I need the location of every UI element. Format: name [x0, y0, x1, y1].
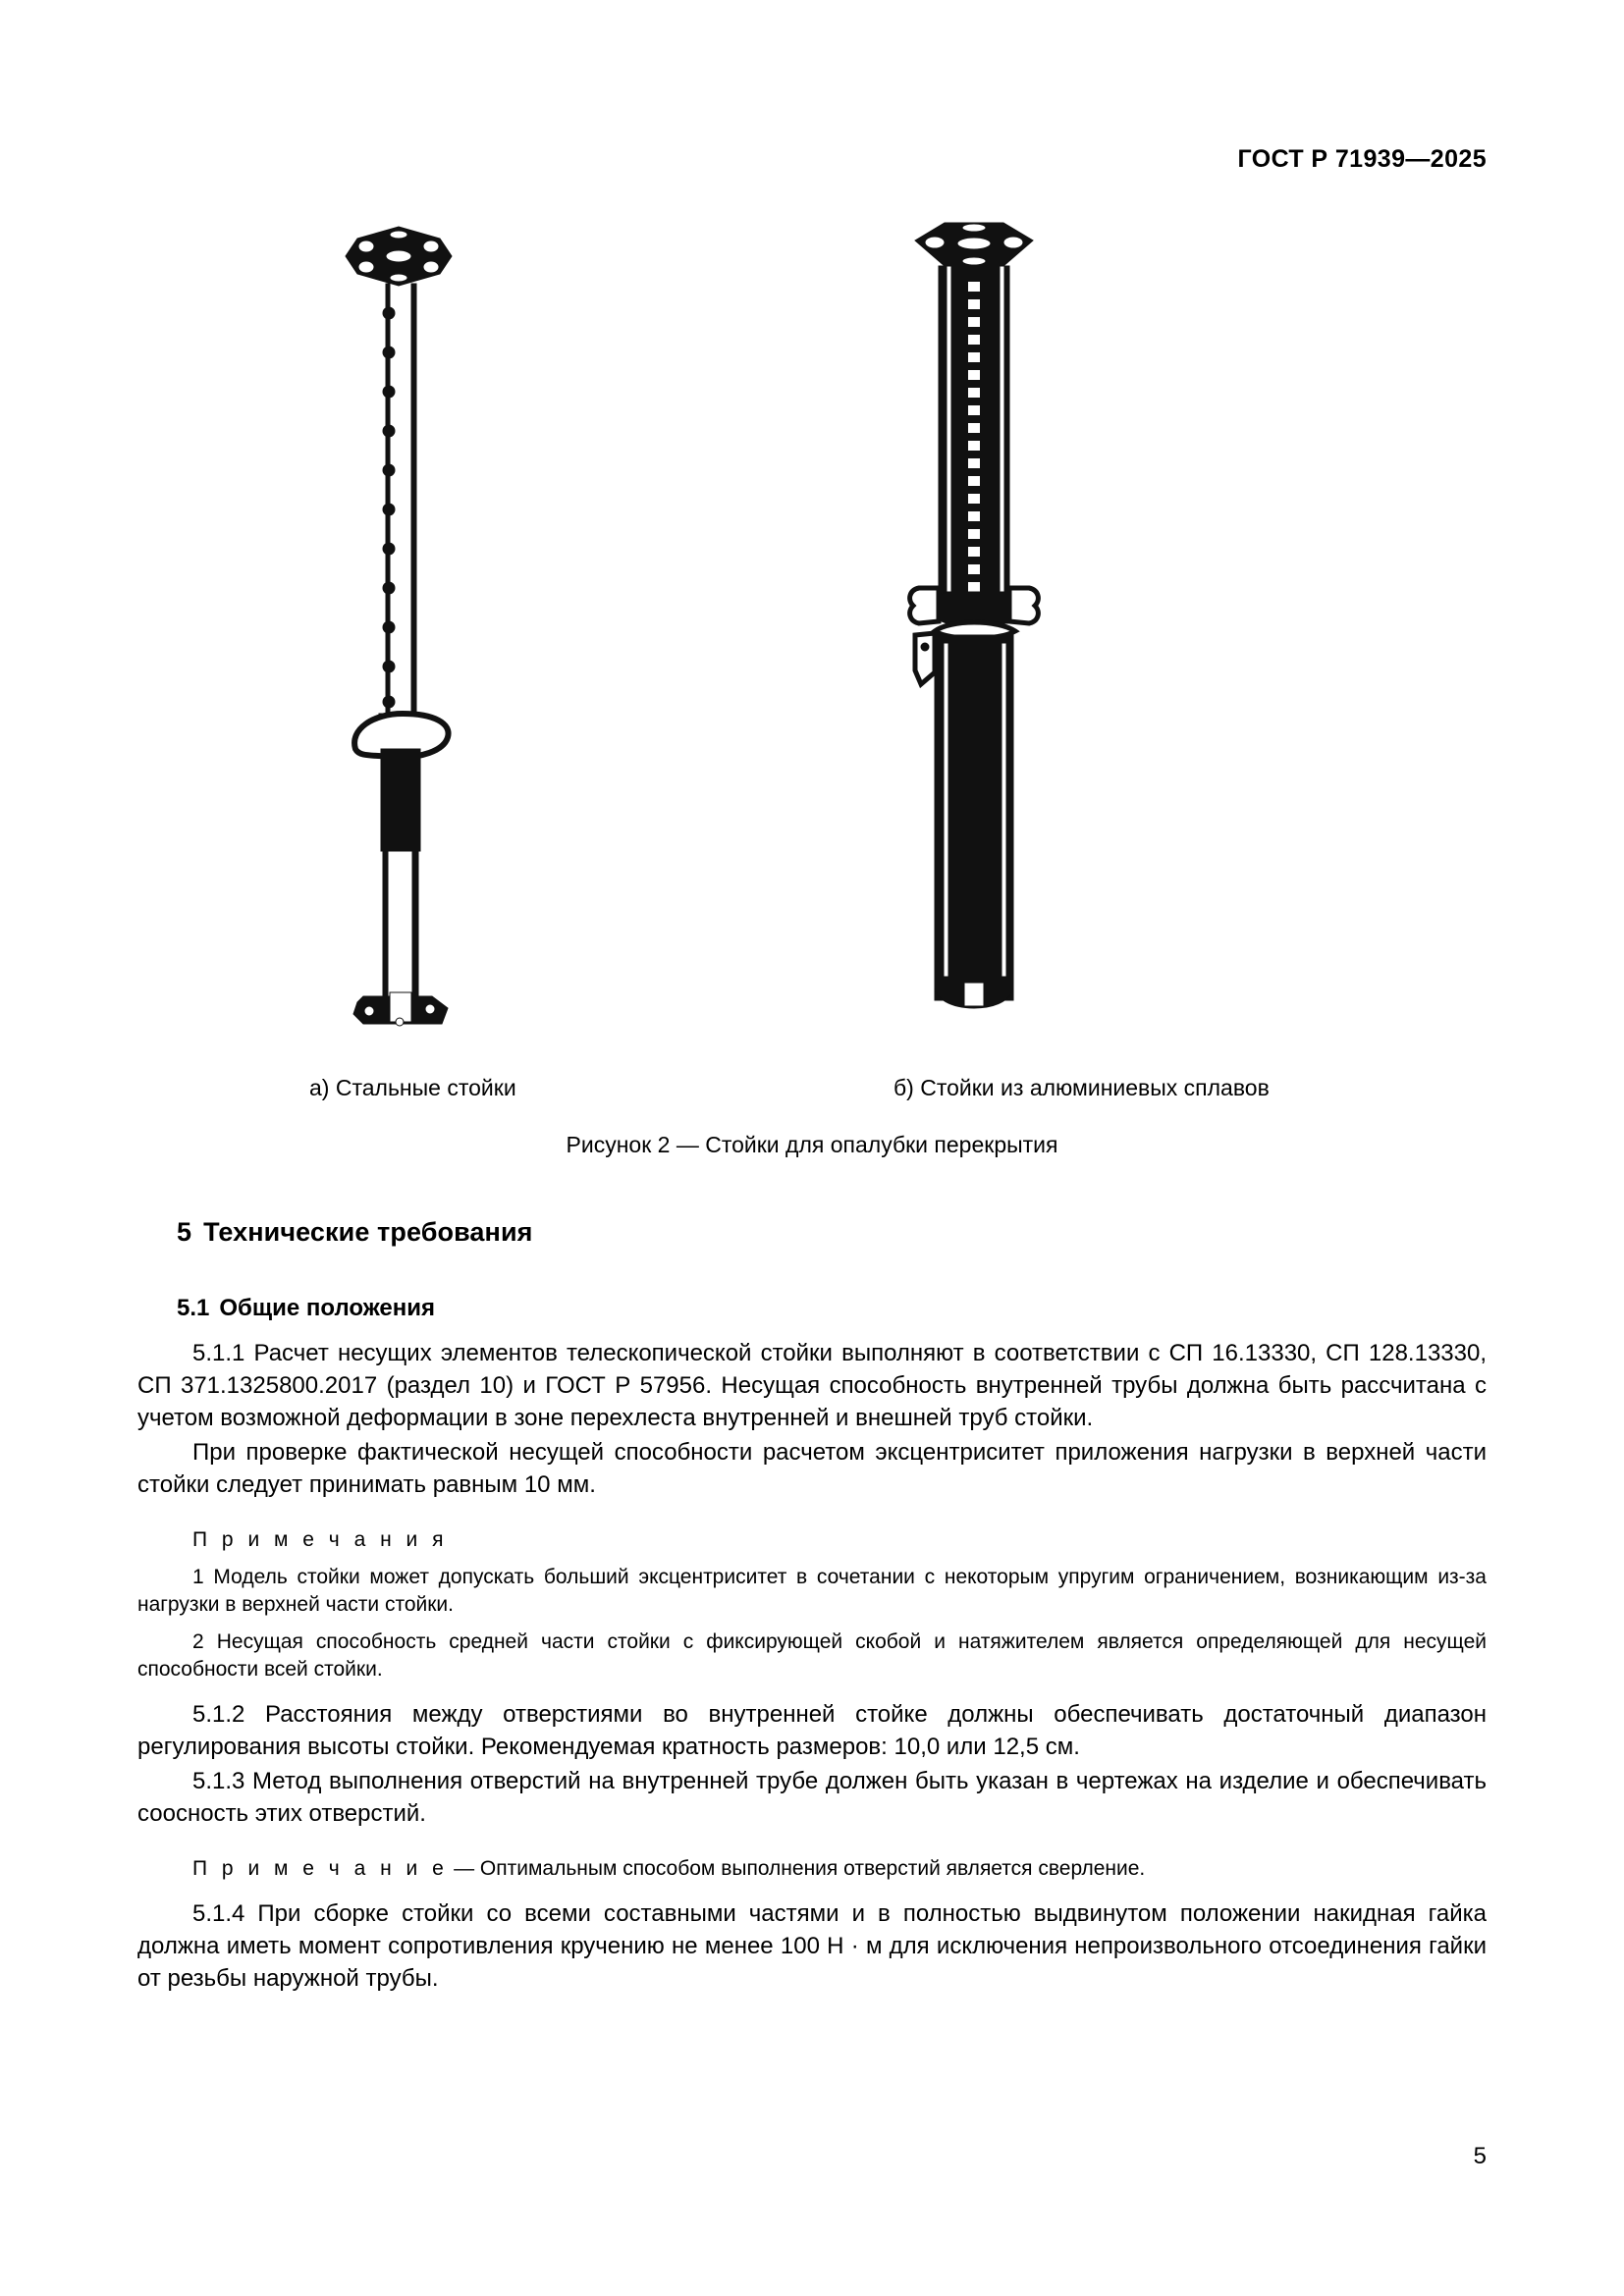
figure-caption-a: а) Стальные стойки	[309, 1075, 516, 1100]
section-title: Технические требования	[203, 1217, 533, 1247]
running-header-standard-id: ГОСТ Р 71939—2025	[1237, 145, 1487, 173]
aluminium-prop-illustration	[825, 211, 1119, 1065]
paragraph-5-1-1-continuation: При проверке фактической несущей способности расчетом эксцентриситет приложения нагрузки в верхней части стойки следует принимать равным 10 мм.	[137, 1438, 1487, 1498]
figure-title: Рисунок 2 — Стойки для опалубки перекрытия	[566, 1132, 1058, 1157]
note-1: 1 Модель стойки может допускать больший эксцентриситет в сочетании с некоторым упругим ограничением, возникающим из-за нагрузки в верхней части стойки.	[137, 1566, 1487, 1617]
steel-prop-illustration	[255, 211, 550, 1065]
note-single	[137, 1855, 1487, 1883]
paragraph-5-1-2: 5.1.2 Расстояния между отверстиями во внутренней стойке должны обеспечивать достаточный диапазон регулирования высоты стойки. Рекомендуемая кратность размеров: 10,0 или 12,5 см.	[137, 1700, 1487, 1760]
subsection-number: 5.1	[177, 1295, 210, 1321]
figure-item-steel-prop	[255, 211, 864, 1065]
subsection-heading-5-1	[137, 1295, 1487, 1322]
figure-captions	[137, 1075, 1487, 1114]
page-number: 5	[1473, 2143, 1487, 2169]
paragraph-5-1-4: 5.1.4 При сборке стойки со всеми составными частями и в полностью выдвинутом положении накидная гайка должна иметь момент сопротивления кручению не менее 100 Н · м для исключения непроизвольного отсоединения гайки от резьбы наружной трубы.	[137, 1900, 1487, 1993]
note-single-body: — Оптимальным способом выполнения отверстий является сверление.	[448, 1857, 1146, 1881]
figure-item-aluminium-prop	[825, 211, 1434, 1065]
figure-2	[137, 211, 1487, 1157]
steel-prop-base-plate	[353, 992, 448, 1026]
note-2: 2 Несущая способность средней части стойки с фиксирующей скобой и натяжителем является определяющей для несущей способности всей стойки.	[137, 1630, 1487, 1682]
notes-heading: П р и м е ч а н и я	[192, 1528, 448, 1552]
section-number: 5	[177, 1217, 192, 1247]
aluminium-prop-head-plate	[915, 223, 1033, 266]
figure-caption-b: б) Стойки из алюминиевых сплавов	[893, 1075, 1270, 1100]
note-single-heading: П р и м е ч а н и е	[192, 1857, 449, 1881]
paragraph-5-1-1: 5.1.1 Расчет несущих элементов телескопической стойки выполняют в соответствии с СП 16.13330, СП 128.13330, СП 371.1325800.2017 (раздел 10) и ГОСТ Р 57956. Несущая способность внутренней трубы должна быть рассчитана с учетом возможной деформации в зоне перехлеста внутренней и внешней труб стойки.	[137, 1340, 1487, 1431]
subsection-title: Общие положения	[219, 1295, 436, 1321]
document-body	[137, 1217, 1487, 1996]
section-heading-5	[137, 1217, 1487, 1248]
paragraph-5-1-3: 5.1.3 Метод выполнения отверстий на внутренней трубе должен быть указан в чертежах на изделие и обеспечивать соосность этих отверстий.	[137, 1767, 1487, 1827]
steel-prop-head-plate	[346, 227, 452, 286]
